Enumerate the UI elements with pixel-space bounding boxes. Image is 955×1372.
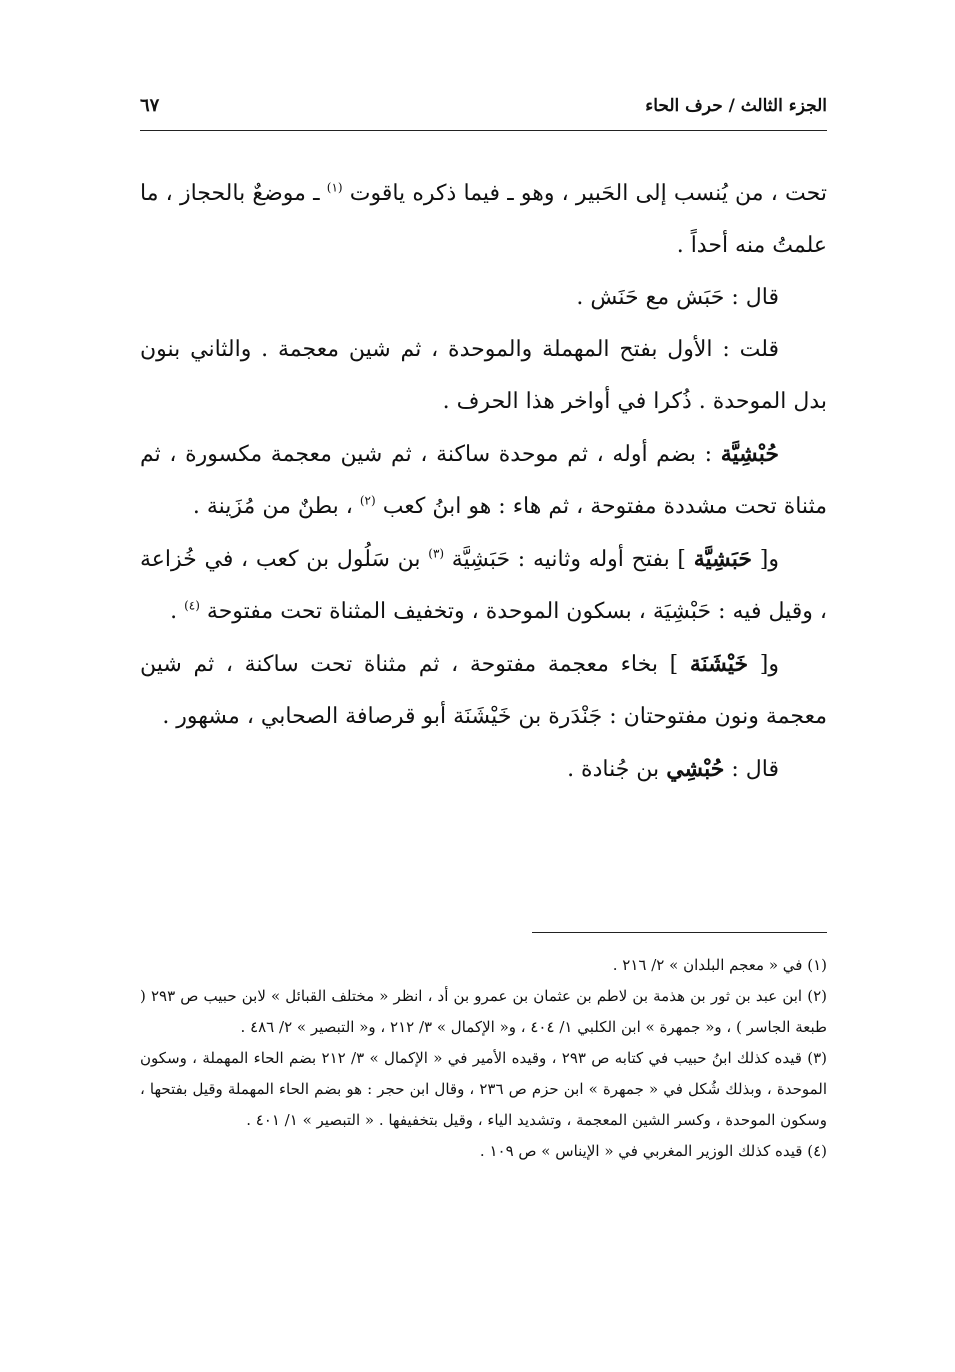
paragraph-5-prefix: و[: [759, 547, 779, 572]
footnote-ref-1: (١): [326, 180, 343, 195]
paragraph-5-end: .: [170, 599, 178, 624]
footnote-4: (٤) قيده كذلك الوزير المغربي في « الإيناس » ص ١٠٩ .: [479, 1142, 827, 1160]
paragraph-4: [140, 428, 827, 533]
entry-headword-hubshiyya: حُبْشِيَّة: [720, 441, 779, 467]
header-rule: [140, 130, 827, 131]
main-text: [140, 168, 827, 796]
paragraph-1: [140, 168, 827, 272]
paragraph-3: قلت : الأول بفتح المهملة والموحدة ، ثم شين معجمة . والثاني بنون بدل الموحدة . ذُكرا في أواخر هذا الحرف .: [140, 337, 827, 414]
footnote-2: (٢) ابن عبد بن ثور بن هذمة بن لاطم بن عثمان بن عمرو بن أد ، انظر « مختلف القبائل » لابن حبيب ص ٢٩٣ ( طبعة الجاسر ) ، و« جمهرة » ابن الكلبي ١/ ٤٠٤ ، و« الإكمال » ٣/ ٢١٢ ، و« التبصير » ٢/ ٤٨٦ .: [140, 987, 827, 1036]
paragraph-5-continuation: بن سَلُول بن كعب ، في خُزاعة ، وقيل فيه : حَبْشِيَة ، بسكون الموحدة ، وتخفيف المثناة تحت مفتوحة: [140, 547, 827, 624]
footnote-ref-3: (٣): [428, 546, 445, 561]
footnote-3: (٣) قيده كذلك ابنُ حبيب في كتابه ص ٢٩٣ ، وقيده الأمير في « الإكمال » ٣/ ٢١٢ بضم الحاء المهملة ، وسكون الموحدة ، وبذلك شُكل في « جمهرة » ابن حزم ص ٢٣٦ ، وقال ابن حجر : هو بضم الحاء المهملة وقيل بفتحها ، وسكون الموحدة ، وكسر الشين المعجمة ، وتشديد الياء ، وقيل بتخفيفها . « التبصير » ١/ ٤٠١ .: [140, 1049, 828, 1129]
footnote-1: (١) في « معجم البلدان » ٢/ ٢١٦ .: [612, 956, 827, 974]
paragraph-7-text: بن جُنادة .: [567, 757, 660, 782]
entry-headword-khayshana: خَيْشَنَة: [689, 651, 749, 677]
paragraph-4-text: : بضم أوله ، ثم موحدة ساكنة ، ثم شين معجمة مكسورة ، ثم مثناة تحت مشددة مفتوحة ، ثم هاء : هو ابنُ كعب: [140, 442, 827, 519]
paragraph-6: [140, 638, 827, 743]
paragraph-6-prefix: و[: [759, 652, 779, 677]
paragraph-2: قال : حَبَش مع حَنَش .: [576, 285, 779, 310]
page-number: ٦٧: [140, 95, 160, 116]
paragraph-6-text: ] بخاء معجمة مفتوحة ، ثم مثناة تحت ساكنة ، ثم شين معجمة ونون مفتوحتان : جَنْدَرة بن خَيْشَنَة أبو قرصافة الصحابي ، مشهور .: [140, 652, 827, 729]
paragraph-1-continuation: ـ موضعٌ بالحجاز ، ما علمتُ منه أحداً .: [140, 181, 827, 258]
footnote-ref-2: (٢): [359, 493, 376, 508]
paragraph-5: [140, 533, 827, 638]
paragraph-4-continuation: ، بطنٌ من مُزَينة .: [192, 494, 353, 519]
entry-headword-habashiyya: حَبَشِيَّة: [693, 546, 753, 572]
footnotes: [140, 950, 827, 1167]
entry-headword-hubshi: حُبْشِي: [666, 756, 725, 782]
footnote-rule: [532, 932, 827, 933]
running-header: [140, 92, 827, 126]
paragraph-5-text: ] بفتح أوله وثانيه : حَبَشِيَّة: [451, 547, 687, 572]
paragraph-7: [140, 743, 827, 796]
running-title: الجزء الثالث / حرف الحاء: [645, 96, 827, 116]
paragraph-1-text: تحت ، من يُنسب إلى الحَبير ، وهو ـ فيما ذكره ياقوت: [349, 181, 827, 206]
footnote-ref-4: (٤): [184, 598, 200, 613]
paragraph-7-prefix: قال :: [731, 757, 779, 782]
